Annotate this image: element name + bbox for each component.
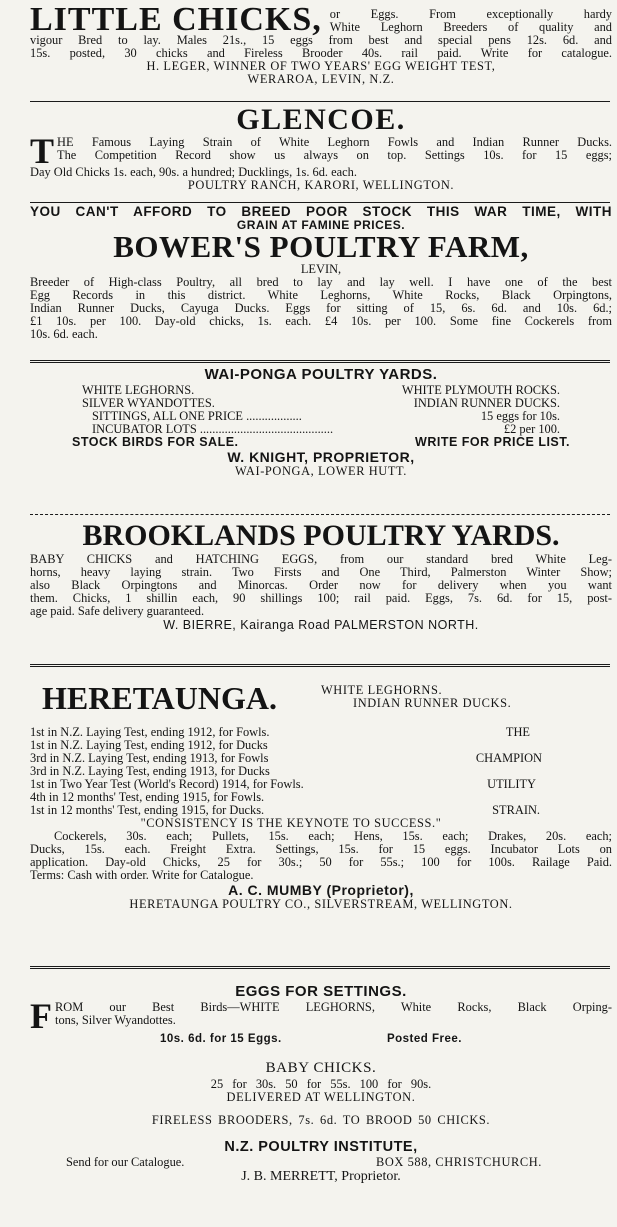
sittings-label: SITTINGS, ALL ONE PRICE .................. (92, 410, 302, 423)
rule-6 (30, 966, 610, 969)
heretaunga-line1: Cockerels, 30s. each; Pullets, 15s. each; Hens, 15s. each; Drakes, 20s. each; (54, 829, 612, 843)
eggs-posted: Posted Free. (386, 1033, 462, 1045)
bowers-line2: Egg Records in this district. White Leghorns, White Rocks, Black Orpingtons, (30, 288, 612, 302)
bowers-banner-1: YOU CAN'T AFFORD TO BREED POOR STOCK THIS WAR TIME, WITH (30, 204, 612, 219)
waiponga-title: WAI-PONGA POULTRY YARDS. (204, 366, 438, 383)
breed-indian-runner-ducks: INDIAN RUNNER DUCKS. (413, 396, 560, 410)
bowers-line5: 10s. 6d. each. (30, 327, 98, 341)
glencoe-title: GLENCOE. (236, 103, 406, 136)
bowers-title: BOWER'S POULTRY FARM, (113, 229, 529, 264)
stock-birds: STOCK BIRDS FOR SALE. (72, 435, 239, 449)
nz-poultry-institute: N.Z. POULTRY INSTITUTE, (224, 1139, 418, 1155)
incubator-label: INCUBATOR LOTS ........................................... (92, 423, 334, 436)
result-5: 1st in Two Year Test (World's Record) 1914, for Fowls. (30, 777, 304, 791)
result-7: 1st in 12 months' Test, ending 1915, for Ducks. (30, 803, 265, 817)
result-side-5: UTILITY (487, 777, 536, 791)
heretaunga-breed-1: WHITE LEGHORNS. (320, 683, 443, 697)
waiponga-ad (30, 366, 612, 478)
fireless-brooders: FIRELESS BROODERS, 7s. 6d. TO BROOD 50 CHICKS. (151, 1113, 491, 1127)
breed-white-leghorns: WHITE LEGHORNS. (82, 383, 195, 397)
baby-chicks-title: BABY CHICKS. (265, 1060, 377, 1076)
heretaunga-line4: Terms: Cash with order. Write for Catalogue. (30, 868, 254, 882)
result-4: 3rd in N.Z. Laying Test, ending 1913, for Ducks (30, 764, 270, 778)
little-chicks-winner: H. LEGER, WINNER OF TWO YEARS' EGG WEIGHT TEST, (146, 59, 496, 73)
incubator-price: £2 per 100. (503, 422, 560, 436)
brooklands-ad (30, 519, 612, 633)
brooklands-address: W. BIERRE, Kairanga Road PALMERSTON NORTH. (163, 618, 479, 632)
glencoe-line2: The Competition Record show us always on top. Settings 10s. for 15 eggs; (57, 148, 612, 162)
rule-1 (30, 101, 610, 102)
brooklands-line1: BABY CHICKS and HATCHING EGGS, from our standard bred White Leg- (30, 552, 612, 566)
brooklands-title: BROOKLANDS POULTRY YARDS. (82, 519, 560, 552)
little-chicks-ad (30, 1, 612, 86)
little-chicks-line1: or Eggs. From exceptionally hardy (329, 7, 612, 21)
glencoe-dropcap: T (30, 131, 55, 171)
sittings-price: 15 eggs for 10s. (480, 409, 560, 423)
result-2: 1st in N.Z. Laying Test, ending 1912, for Ducks (30, 738, 268, 752)
eggs-proprietor: J. B. MERRETT, Proprietor. (241, 1169, 401, 1184)
glencoe-line1: HE Famous Laying Strain of White Leghorn Fowls and Indian Runner Ducks. (57, 135, 612, 149)
bowers-line3: Indian Runner Ducks, Cayuga Ducks. Eggs for sitting of 15, 6s. 6d. and 10s. 6d.; (30, 301, 612, 315)
heretaunga-motto: "CONSISTENCY IS THE KEYNOTE TO SUCCESS." (140, 816, 442, 830)
result-side-1: THE (505, 725, 530, 739)
glencoe-address: POULTRY RANCH, KARORI, WELLINGTON. (187, 178, 455, 192)
rule-3 (30, 360, 610, 363)
heretaunga-line3: application. Day-old Chicks, 25 for 30s.; 50 for 55s.; 100 for 100s. Railage Paid. (30, 855, 612, 869)
little-chicks-address: WERAROA, LEVIN, N.Z. (247, 72, 395, 86)
brooklands-line2: horns, heavy laying strain. Two Firsts and One Third, Palmerston Winter Show; (30, 565, 612, 579)
heretaunga-proprietor: A. C. MUMBY (Proprietor), (228, 882, 414, 898)
rule-5 (30, 664, 610, 667)
result-1: 1st in N.Z. Laying Test, ending 1912, for Fowls. (30, 725, 270, 739)
little-chicks-line3: vigour Bred to lay. Males 21s., 15 eggs from best and special pens 12s. 6d. and (30, 33, 612, 47)
bowers-banner-2: GRAIN AT FAMINE PRICES. (236, 218, 406, 232)
delivered-wellington: DELIVERED AT WELLINGTON. (226, 1090, 416, 1104)
baby-chicks-prices: 25 for 30s. 50 for 55s. 100 for 90s. (210, 1077, 432, 1091)
little-chicks-line4: 15s. posted, 30 chicks and Fireless Brooder 40s. rail paid. Write for catalogue. (30, 46, 612, 60)
eggs-line2: tons, Silver Wyandottes. (55, 1013, 176, 1027)
bowers-line4: £1 10s. per 100. Day-old chicks, 1s. each. £4 10s. per 100. Some fine Cockerels from (30, 314, 612, 328)
waiponga-proprietor: W. KNIGHT, PROPRIETOR, (227, 449, 415, 465)
heretaunga-ad (30, 680, 612, 911)
little-chicks-line2: White Leghorn Breeders of quality and (329, 20, 612, 34)
breed-silver-wyandottes: SILVER WYANDOTTES. (82, 396, 215, 410)
heretaunga-title: HERETAUNGA. (42, 680, 277, 716)
eggs-price: 10s. 6d. for 15 Eggs. (160, 1033, 282, 1045)
result-side-3: CHAMPION (475, 751, 542, 765)
heretaunga-line2: Ducks, 15s. each. Freight Extra. Settings, 15s. for 15 eggs. Incubator Lots on (30, 842, 612, 856)
result-side-7: STRAIN. (492, 803, 540, 817)
eggs-dropcap: F (30, 996, 52, 1036)
little-chicks-title: LITTLE CHICKS, (30, 1, 322, 38)
box-christchurch: BOX 588, CHRISTCHURCH. (375, 1155, 542, 1169)
bowers-line1: Breeder of High-class Poultry, all bred to lay and lay well. I have one of the best (30, 275, 612, 289)
result-6: 4th in 12 months' Test, ending 1915, for Fowls. (30, 790, 265, 804)
bowers-ad (30, 205, 612, 341)
brooklands-line3: also Black Orpingtons and Minorcas. Order now for delivery when you want (30, 578, 612, 592)
heretaunga-results (30, 726, 612, 817)
write-price-list: WRITE FOR PRICE LIST. (415, 435, 570, 449)
eggs-line1: ROM our Best Birds—WHITE LEGHORNS, White Rocks, Black Orping- (55, 1000, 612, 1014)
heretaunga-breed-2: INDIAN RUNNER DUCKS. (352, 696, 512, 710)
brooklands-line4: them. Chicks, 1 shillin each, 90 shillings 100; rail paid. Eggs, 7s. 6d. for 15, post- (30, 591, 612, 605)
eggs-title: EGGS FOR SETTINGS. (235, 983, 407, 1000)
brooklands-line5: age paid. Safe delivery guaranteed. (30, 604, 205, 618)
waiponga-address: WAI-PONGA, LOWER HUTT. (235, 464, 407, 478)
glencoe-ad (30, 104, 612, 192)
rule-4 (30, 514, 610, 515)
bowers-place: LEVIN, (300, 262, 342, 276)
breed-white-plymouth-rocks: WHITE PLYMOUTH ROCKS. (401, 383, 560, 397)
eggs-ad (30, 983, 612, 1185)
glencoe-line3: Day Old Chicks 1s. each, 90s. a hundred; Ducklings, 1s. 6d. each. (30, 165, 357, 179)
heretaunga-address: HERETAUNGA POULTRY CO., SILVERSTREAM, WELLINGTON. (129, 897, 513, 911)
rule-2 (30, 202, 610, 203)
send-catalogue: Send for our Catalogue. (66, 1155, 185, 1169)
result-3: 3rd in N.Z. Laying Test, ending 1913, for Fowls (30, 751, 269, 765)
